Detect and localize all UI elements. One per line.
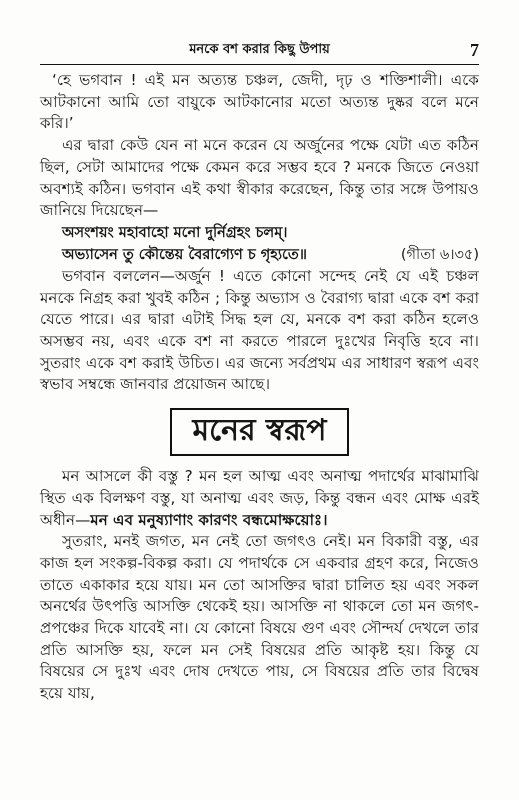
paragraph-what-is-mind-text: মন আসলে কী বস্তু ? মন হল আত্ম এবং অনাত্ম পদার্থের মাঝামাঝি স্থিত এক বিলক্ষণ বস্তু, যা অনাত্ম এবং জড়, কিন্তু বন্ধন এবং মোক্ষ এরই অধীন— xyxy=(40,467,479,529)
section-heading-title: মনের স্বরূপ xyxy=(170,408,348,456)
header-rule xyxy=(40,64,479,65)
running-title: মনকে বশ করার কিছু উপায় xyxy=(189,42,330,57)
running-header xyxy=(40,38,479,62)
verse-line-2: অভ্যাসেন তু কৌন্তেয় বৈরাগ্যেণ চ গৃহ্যতে॥ xyxy=(62,246,307,263)
paragraph-bhagavan-said: ভগবান বললেন—অর্জুন ! এতে কোনো সন্দেহ নেই যে এই চঞ্চল মনকে নিগ্রহ করা খুবই কঠিন ; কিন্তু অভ্যাস ও বৈরাগ্য দ্বারা একে বশ করা যেতে পারে। এর দ্বারা এটাই সিদ্ধ হল যে, মনকে বশ করা কঠিন হলেও অসম্ভব নয়, এবং একে বশ না করতে পারলে দুঃখের নিবৃত্তি হবে না। সুতরাং একে বশ করাই উচিত। এর জন্যে সর্বপ্রথম এর সাধারণ স্বরূপ এবং স্বভাব সম্বন্ধে জানবার প্রয়োজন আছে। xyxy=(40,266,479,394)
verse-line-1: অসংশয়ং মহাবাহো মনো দুর্নিগ্রহং চলম্। xyxy=(62,224,288,241)
verse-reference: (গীতা ৬।৩৫) xyxy=(400,246,479,263)
page-number: 7 xyxy=(470,40,479,60)
quote-paragraph: ‘হে ভগবান ! এই মন অত্যন্ত চঞ্চল, জেদী, দৃঢ় ও শক্তিশালী। একে আটকানো আমি তো বায়ুকে আটকানোর মতো অত্যন্ত দুষ্কর বলে মনে করি।’ xyxy=(40,71,479,133)
gita-verse xyxy=(40,222,479,266)
page-body xyxy=(40,70,479,705)
sanskrit-quote: মন এব মনুষ্যাণাং কারণং বন্ধমোক্ষয়োঃ। xyxy=(90,510,328,529)
verse-row-2 xyxy=(62,244,479,266)
paragraph-mind-is-world: সুতরাং, মনই জগত, মন নেই তো জগৎও নেই। মন বিকারী বস্তু, এর কাজ হল সংকল্প-বিকল্প করা। যে পদার্থকে সে একবার গ্রহণ করে, নিজেও তাতে একাকার হয়ে যায়। মন তো আসক্তির দ্বারা চালিত হয় এবং সকল অনর্থের উৎপত্তি আসক্তি থেকেই হয়। আসক্তি না থাকলে তো মন জগৎ-প্রপঞ্চের দিকে যাবেই না। যে কোনো বিষয়ে গুণ এবং সৌন্দর্য দেখলে তার প্রতি আসক্তি হয়, ফলে মন সেই বিষয়ের প্রতি আকৃষ্ট হয়। কিন্তু যে বিষয়ের সে দুঃখ এবং দোষ দেখতে পায়, সে বিষয়ের প্রতি তার বিদ্বেষ হয়ে যায়, xyxy=(40,532,479,703)
section-heading xyxy=(40,408,479,456)
paragraph-arjuna-difficulty: এর দ্বারা কেউ যেন না মনে করেন যে অর্জুনের পক্ষে যেটা এত কঠিন ছিল, সেটা আমাদের পক্ষে কেমন করে সম্ভব হবে ? মনকে জিতে নেওয়া অবশ্যই কঠিন। ভগবান এই কথা স্বীকার করেছেন, কিন্তু তার সঙ্গে উপায়ও জানিয়ে দিয়েছেন— xyxy=(40,136,479,220)
paragraph-what-is-mind xyxy=(40,466,479,531)
